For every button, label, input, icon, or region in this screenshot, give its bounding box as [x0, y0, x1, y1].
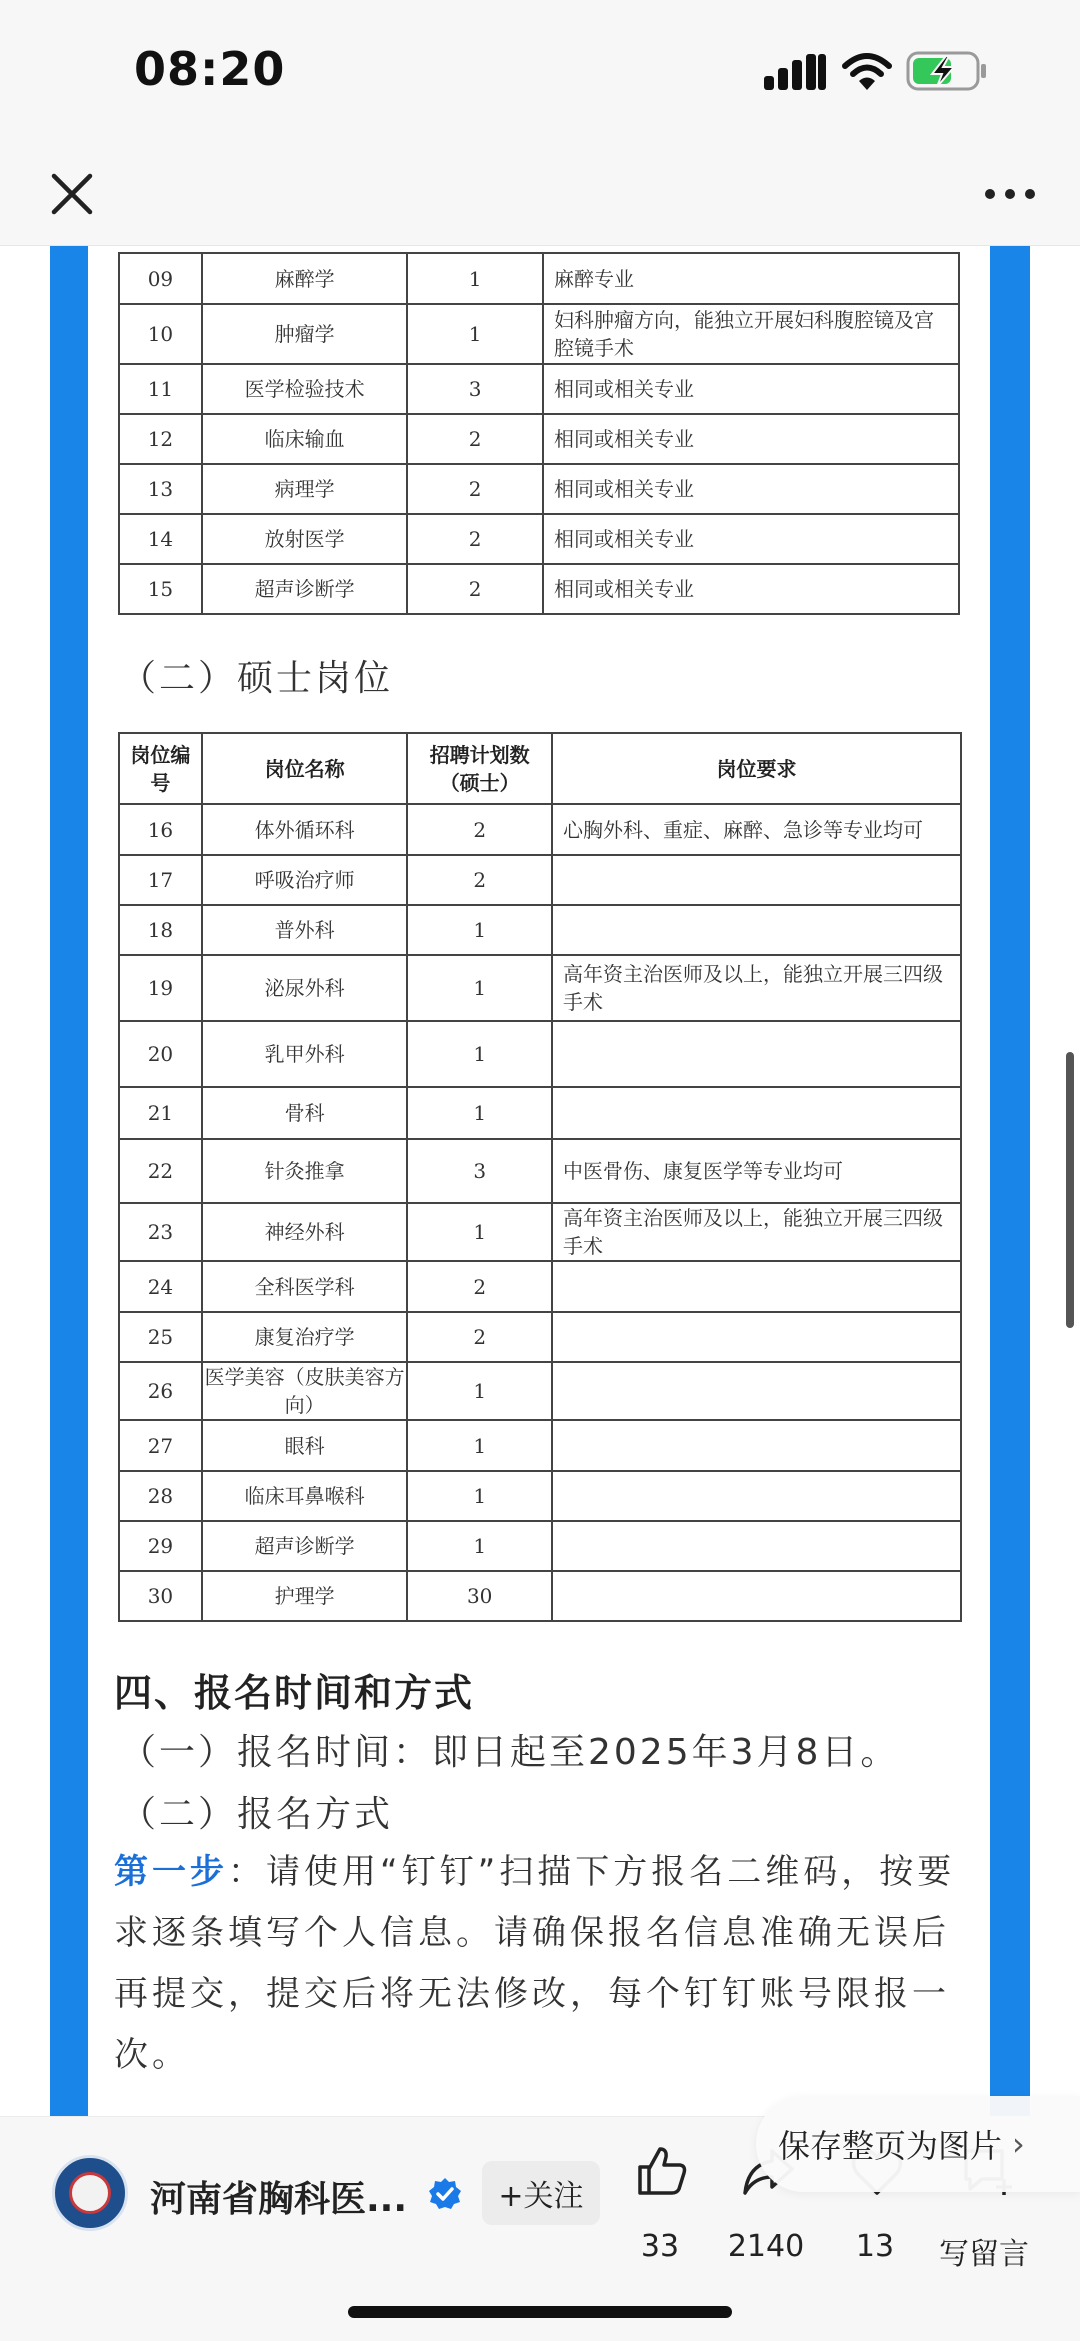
table-row: [119, 1312, 961, 1362]
cell-req: [552, 1261, 961, 1312]
cell-name: 乳甲外科: [202, 1021, 407, 1087]
battery-charging-icon: [906, 50, 988, 92]
cell-name: 普外科: [202, 905, 407, 955]
table-row: [119, 464, 959, 514]
cell-count: 1: [407, 905, 552, 955]
cell-name: 呼吸治疗师: [202, 855, 407, 905]
cell-req: 相同或相关专业: [543, 464, 959, 514]
cell-id: 14: [119, 514, 202, 564]
wifi-icon: [842, 52, 892, 92]
header-count: 招聘计划数（硕士）: [407, 733, 552, 804]
cell-req: 妇科肿瘤方向，能独立开展妇科腹腔镜及宫腔镜手术: [543, 304, 959, 364]
favorite-count: 13: [855, 2229, 895, 2264]
status-time: 08:20: [134, 42, 286, 96]
cell-id: 29: [119, 1521, 202, 1571]
cell-req: [552, 1021, 961, 1087]
table-row: [119, 955, 961, 1021]
cell-req: 中医骨伤、康复医学等专业均可: [552, 1139, 961, 1203]
cell-name: 康复治疗学: [202, 1312, 407, 1362]
like-button[interactable]: [600, 2143, 720, 2273]
table-row: [119, 1521, 961, 1571]
cell-req: [552, 1471, 961, 1521]
close-icon[interactable]: [40, 162, 104, 226]
cell-name: 泌尿外科: [202, 955, 407, 1021]
registration-method-line: （二）报名方式: [120, 1794, 394, 1835]
table-row: [119, 514, 959, 564]
follow-button[interactable]: +关注: [482, 2161, 600, 2225]
cell-name: 临床输血: [202, 414, 407, 464]
table-row: [119, 855, 961, 905]
cell-req: [552, 1571, 961, 1621]
step-one-text: ：请使用“钉钉”扫描下方报名二维码，按要求逐条填写个人信息。请确保报名信息准确无误后再提交，提交后将无法修改，每个钉钉账号限报一次。: [114, 1852, 956, 2075]
home-indicator[interactable]: [348, 2306, 732, 2318]
cellular-signal-icon: [764, 54, 828, 90]
cell-name: 临床耳鼻喉科: [202, 1471, 407, 1521]
step-one-paragraph: [114, 1842, 974, 2086]
cell-name: 骨科: [202, 1087, 407, 1139]
table-row: [119, 364, 959, 414]
cell-id: 13: [119, 464, 202, 514]
table-row: [119, 1362, 961, 1420]
cell-id: 21: [119, 1087, 202, 1139]
cell-count: 1: [407, 1521, 552, 1571]
cell-name: 体外循环科: [202, 804, 407, 855]
cell-count: 2: [407, 514, 543, 564]
cell-id: 20: [119, 1021, 202, 1087]
table-row: [119, 1471, 961, 1521]
cell-req: 相同或相关专业: [543, 364, 959, 414]
header-name: 岗位名称: [202, 733, 407, 804]
table-row: [119, 1571, 961, 1621]
cell-req: [552, 1312, 961, 1362]
cell-count: 2: [407, 1312, 552, 1362]
cell-count: 1: [407, 1087, 552, 1139]
cell-count: 2: [407, 464, 543, 514]
registration-time-line: （一）报名时间：即日起至2025年3月8日。: [120, 1732, 900, 1773]
cell-count: 30: [407, 1571, 552, 1621]
cell-req: [552, 1362, 961, 1420]
status-bar: [0, 0, 1080, 140]
cell-id: 11: [119, 364, 202, 414]
table-row: [119, 304, 959, 364]
cell-count: 1: [407, 304, 543, 364]
cell-id: 19: [119, 955, 202, 1021]
cell-id: 15: [119, 564, 202, 614]
table-row: [119, 414, 959, 464]
share-count: 2140: [727, 2229, 805, 2264]
thumbs-up-icon: [634, 2143, 690, 2199]
comment-label: 写留言: [939, 2237, 1029, 2272]
cell-id: 26: [119, 1362, 202, 1420]
nav-bar: [0, 140, 1080, 246]
cell-id: 10: [119, 304, 202, 364]
cell-count: 2: [407, 855, 552, 905]
table-row: [119, 804, 961, 855]
cell-id: 16: [119, 804, 202, 855]
cell-count: 1: [407, 1362, 552, 1420]
cell-req: 相同或相关专业: [543, 414, 959, 464]
cell-id: 23: [119, 1203, 202, 1261]
master-positions-table: [118, 732, 962, 1622]
cell-count: 1: [407, 955, 552, 1021]
article-content[interactable]: [0, 246, 1080, 2116]
cell-req: [552, 1420, 961, 1471]
cell-req: 高年资主治医师及以上，能独立开展三四级手术: [552, 1203, 961, 1261]
cell-req: [552, 905, 961, 955]
account-name[interactable]: 河南省胸科医...: [150, 2179, 408, 2220]
table-row: [119, 1420, 961, 1471]
decorative-border-right: [990, 246, 1030, 2116]
cell-name: 放射医学: [202, 514, 407, 564]
cell-name: 医学美容（皮肤美容方向）: [202, 1362, 407, 1420]
cell-count: 3: [407, 364, 543, 414]
cell-count: 2: [407, 804, 552, 855]
cell-req: 相同或相关专业: [543, 514, 959, 564]
cell-req: 高年资主治医师及以上，能独立开展三四级手术: [552, 955, 961, 1021]
verified-badge-icon: [428, 2177, 462, 2211]
table-row: [119, 1087, 961, 1139]
cell-req: 相同或相关专业: [543, 564, 959, 614]
chevron-right-icon: ›: [1012, 2125, 1025, 2163]
cell-count: 1: [407, 1203, 552, 1261]
header-id: 岗位编号: [119, 733, 202, 804]
cell-id: 18: [119, 905, 202, 955]
cell-name: 肿瘤学: [202, 304, 407, 364]
cell-count: 1: [407, 1471, 552, 1521]
cell-name: 眼科: [202, 1420, 407, 1471]
cell-id: 30: [119, 1571, 202, 1621]
table-row: [119, 905, 961, 955]
cell-req: 心胸外科、重症、麻醉、急诊等专业均可: [552, 804, 961, 855]
cell-count: 1: [407, 1420, 552, 1471]
like-count: 33: [640, 2229, 680, 2264]
cell-req: [552, 1521, 961, 1571]
cell-count: 1: [407, 1021, 552, 1087]
cell-count: 1: [407, 253, 543, 304]
cell-req: [552, 855, 961, 905]
cell-name: 全科医学科: [202, 1261, 407, 1312]
cell-req: 麻醉专业: [543, 253, 959, 304]
cell-id: 17: [119, 855, 202, 905]
more-horizontal-icon[interactable]: [978, 164, 1042, 224]
cell-name: 病理学: [202, 464, 407, 514]
save-page-label: 保存整页为图片: [778, 2127, 1003, 2165]
scroll-indicator[interactable]: [1066, 1052, 1074, 1328]
cell-id: 12: [119, 414, 202, 464]
table-row: [119, 1203, 961, 1261]
cell-name: 超声诊断学: [202, 1521, 407, 1571]
table-row: [119, 564, 959, 614]
table-row: [119, 1021, 961, 1087]
table-row: [119, 1139, 961, 1203]
header-req: 岗位要求: [552, 733, 961, 804]
cell-count: 2: [407, 1261, 552, 1312]
cell-count: 2: [407, 414, 543, 464]
save-page-as-image-button[interactable]: [756, 2096, 1080, 2192]
positions-table-continued: [118, 252, 960, 615]
cell-id: 28: [119, 1471, 202, 1521]
cell-count: 3: [407, 1139, 552, 1203]
cell-req: [552, 1087, 961, 1139]
cell-name: 神经外科: [202, 1203, 407, 1261]
step-one-label: 第一步: [114, 1852, 228, 1892]
cell-name: 针灸推拿: [202, 1139, 407, 1203]
cell-id: 09: [119, 253, 202, 304]
cell-name: 麻醉学: [202, 253, 407, 304]
cell-name: 护理学: [202, 1571, 407, 1621]
cell-name: 超声诊断学: [202, 564, 407, 614]
cell-count: 2: [407, 564, 543, 614]
cell-id: 24: [119, 1261, 202, 1312]
cell-id: 22: [119, 1139, 202, 1203]
cell-id: 25: [119, 1312, 202, 1362]
account-avatar[interactable]: [52, 2155, 128, 2231]
cell-id: 27: [119, 1420, 202, 1471]
section4-heading: 四、报名时间和方式: [114, 1671, 475, 1715]
cell-name: 医学检验技术: [202, 364, 407, 414]
decorative-border-left: [50, 246, 88, 2116]
section-master-title: （二）硕士岗位: [120, 658, 394, 699]
table-row: [119, 1261, 961, 1312]
table-row: [119, 253, 959, 304]
